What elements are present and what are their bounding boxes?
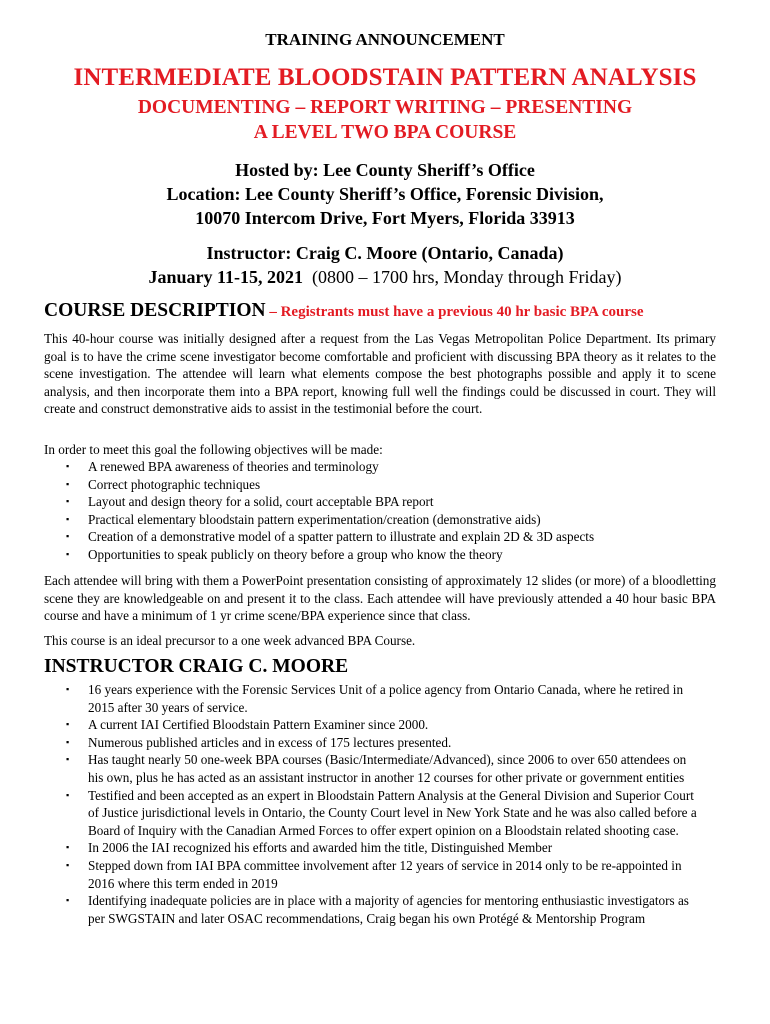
course-intro-paragraph: This 40-hour course was initially designed after a request from the Las Vegas Metropolitan Police Department. Its primary goal is to have the crime scene investigator become comfortable and proficient with discussing BPA theory as it relates to the scene investigation. The attendee will learn what elements compose the best photographs possible and apply it to scene analysis, and then incorporate them into a BPA report, knowing full well the findings could be discussed in court. They will create and construct demonstrative aids to assist in the testimonial before the court. bbox=[44, 331, 716, 417]
list-item: ▪ Identifying inadequate policies are in place with a majority of agencies for mentoring enthusiastic investigators as per SWGSTAIN and later OSAC recommendations, Craig began his own Protégé & Mentorship Program bbox=[66, 893, 689, 926]
list-item: ▪ Has taught nearly 50 one-week BPA courses (Basic/Intermediate/Advanced), since 2006 to over 650 attendees on his own, plus he has acted as an assistant instructor in another 12 courses for other private or government entities bbox=[66, 752, 687, 785]
bullet-icon: ▪ bbox=[66, 548, 70, 559]
course-description-heading bbox=[44, 300, 644, 322]
list-item: ▪ Layout and design theory for a solid, court acceptable BPA report bbox=[66, 494, 434, 510]
prerequisite-note: – Registrants must have a previous 40 hr basic BPA course bbox=[265, 304, 644, 320]
bullet-icon: ▪ bbox=[66, 513, 70, 524]
list-item: ▪ 16 years experience with the Forensic Services Unit of a police agency from Ontario Canada, where he retired in 2015 after 30 years of service. bbox=[66, 682, 684, 715]
bullet-icon: ▪ bbox=[66, 496, 70, 507]
address: 10070 Intercom Drive, Fort Myers, Florida 33913 bbox=[195, 208, 575, 228]
bullet-icon: ▪ bbox=[66, 478, 70, 489]
list-item: ▪ A current IAI Certified Bloodstain Pattern Examiner since 2000. bbox=[66, 717, 429, 733]
location: Location: Lee County Sheriff’s Office, Forensic Division, bbox=[166, 184, 604, 204]
list-item: ▪ Testified and been accepted as an expert in Bloodstain Pattern Analysis at the General Division and Superior Court of Justice jurisdictional levels in Ontario, the County Court level in New York State and he was also called before a Board of Inquiry with the Canadian Armed Forces to offer expert opinion on a Bloodstain related shooting case. bbox=[66, 787, 697, 838]
bullet-icon: ▪ bbox=[66, 895, 70, 906]
bullet-icon: ▪ bbox=[66, 754, 70, 765]
instructor-line: Instructor: Craig C. Moore (Ontario, Canada) bbox=[206, 243, 564, 263]
bullet-icon: ▪ bbox=[66, 859, 70, 870]
instructor-credentials-list bbox=[44, 681, 700, 927]
list-item: ▪ Correct photographic techniques bbox=[66, 476, 261, 492]
bullet-icon: ▪ bbox=[66, 789, 70, 800]
course-hours: (0800 – 1700 hrs, Monday through Friday) bbox=[303, 267, 622, 287]
precursor-note: This course is an ideal precursor to a one week advanced BPA Course. bbox=[44, 633, 416, 648]
course-description-title: COURSE DESCRIPTION bbox=[44, 300, 266, 321]
course-subtitle-line1: DOCUMENTING – REPORT WRITING – PRESENTING bbox=[137, 97, 633, 118]
course-dates bbox=[0, 265, 770, 289]
list-item: ▪ Practical elementary bloodstain pattern experimentation/creation (demonstrative aids) bbox=[66, 511, 541, 527]
bullet-icon: ▪ bbox=[66, 736, 70, 747]
course-date: January 11-15, 2021 bbox=[148, 267, 304, 287]
course-title: INTERMEDIATE BLOODSTAIN PATTERN ANALYSIS bbox=[73, 64, 697, 91]
list-item: ▪ In 2006 the IAI recognized his efforts and awarded him the title, Distinguished Member bbox=[66, 840, 553, 856]
attendee-note: Each attendee will bring with them a PowerPoint presentation consisting of approximately 12 slides (or more) of a bloodletting scene they are knowledgeable on and present it to the class. Each attendee will have previously attended a 40 hour basic BPA course and have a minimum of 1 yr crime scene/BPA experience since that class. bbox=[44, 573, 716, 624]
objectives-intro: In order to meet this goal the following objectives will be made: bbox=[44, 442, 383, 457]
instructor-heading: INSTRUCTOR CRAIG C. MOORE bbox=[44, 656, 349, 677]
hosted-by: Hosted by: Lee County Sheriff’s Office bbox=[235, 160, 535, 180]
objectives-list bbox=[44, 458, 704, 564]
bullet-icon: ▪ bbox=[66, 719, 70, 730]
bullet-icon: ▪ bbox=[66, 531, 70, 542]
bullet-icon: ▪ bbox=[66, 684, 70, 694]
announcement-label: TRAINING ANNOUNCEMENT bbox=[265, 30, 505, 49]
bullet-icon: ▪ bbox=[66, 461, 70, 471]
list-item: ▪ Opportunities to speak publicly on theory before a group who know the theory bbox=[66, 546, 503, 562]
list-item: ▪ A renewed BPA awareness of theories and terminology bbox=[66, 459, 379, 474]
bullet-icon: ▪ bbox=[66, 842, 70, 853]
list-item: ▪ Numerous published articles and in excess of 175 lectures presented. bbox=[66, 734, 452, 750]
list-item: ▪ Creation of a demonstrative model of a spatter pattern to illustrate and explain 2D & 3D aspects bbox=[66, 529, 595, 545]
list-item: ▪ Stepped down from IAI BPA committee involvement after 12 years of service in 2014 only to be re-appointed in 2016 where this term ended in 2019 bbox=[66, 857, 682, 891]
course-subtitle-line2: A LEVEL TWO BPA COURSE bbox=[253, 122, 517, 143]
